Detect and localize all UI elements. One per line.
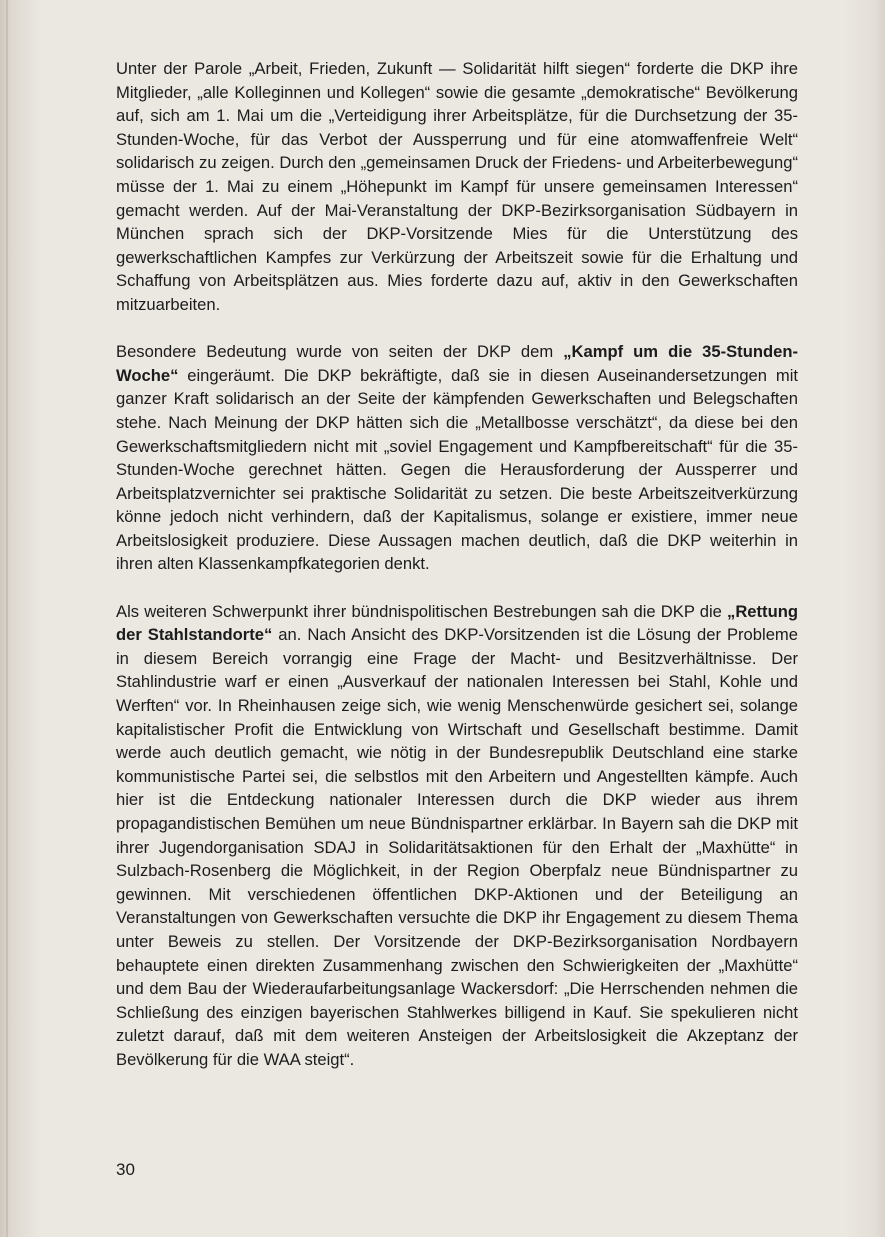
- paragraph-1-text: Unter der Parole „Arbeit, Frieden, Zukunft — Solidarität hilft siegen“ forderte die DKP ihre Mitglieder, „alle Kolleginnen und Kollegen“ sowie die gesamte „demokratische“ Bevölkerung auf, sich am 1. Mai um die „Verteidigung ihrer Arbeitsplätze, für die Durchsetzung der 35-Stunden-Woche, für das Verbot der Aussperrung und für eine atomwaffenfreie Welt“ solidarisch zu zeigen. Durch den „gemeinsamen Druck der Friedens- und Arbeiterbewegung“ müsse der 1. Mai zu einem „Höhepunkt im Kampf für unsere gemeinsamen Interessen“ gemacht werden. Auf der Mai-Veranstaltung der DKP-Bezirksorganisation Südbayern in München sprach sich der DKP-Vorsitzende Mies für die Unterstützung des gewerkschaftlichen Kampfes zur Verkürzung der Arbeitszeit sowie für die Erhaltung und Schaffung von Arbeitsplätzen aus. Mies forderte dazu auf, aktiv in den Gewerkschaften mitzuarbeiten.: [116, 59, 798, 314]
- paragraph-3-text-b: an. Nach Ansicht des DKP-Vorsitzenden ist die Lösung der Probleme in diesem Bereich vorrangig eine Frage der Macht- und Besitzverhältnisse. Der Stahlindustrie warf er einen „Ausverkauf der nationalen Interessen bei Stahl, Kohle und Werften“ vor. In Rheinhausen zeige sich, wie wenig Menschenwürde gesichert sei, solange kapitalistischer Profit die Entwicklung von Wirtschaft und Gesellschaft bestimme. Damit werde auch deutlich gemacht, wie nötig in der Bundesrepublik Deutschland eine starke kommunistische Partei sei, die selbstlos mit den Arbeitern und Angestellten kämpfe. Auch hier ist die Entdeckung nationaler Interessen durch die DKP wieder aus ihrem propagandistischen Bemühen um neue Bündnispartner erklärbar. In Bayern sah die DKP mit ihrer Jugendorganisation SDAJ in Solidaritätsaktionen für den Erhalt der „Maxhütte“ in Sulzbach-Rosenberg die Möglichkeit, in der Region Oberpfalz neue Bündnispartner zu gewinnen. Mit verschiedenen öffentlichen DKP-Aktionen und der Beteiligung an Veranstaltungen von Gewerkschaften versuchte die DKP ihr Engagement zu diesem Thema unter Beweis zu stellen. Der Vorsitzende der DKP-Bezirksorganisation Nordbayern behauptete einen direkten Zusammenhang zwischen den Schwierigkeiten der „Maxhütte“ und dem Bau der Wiederaufarbeitungsanlage Wackersdorf: „Die Herrschenden nehmen die Schließung des einzigen bayerischen Stahlwerkes billigend in Kauf. Sie spekulieren nicht zuletzt darauf, daß mit dem weiteren Ansteigen der Arbeitslosigkeit die Akzeptanz der Bevölkerung für die WAA steigt“.: [116, 625, 798, 1069]
- paragraph-2-text-b: eingeräumt. Die DKP bekräftigte, daß sie in diesen Auseinandersetzungen mit ganzer Kraft solidarisch an der Seite der kämpfenden Gewerkschaften und Belegschaften stehe. Nach Meinung der DKP hätten sich die „Metallbosse verschätzt“, da diese bei den Gewerkschaftsmitgliedern nicht mit „soviel Engagement und Kampfbereitschaft“ für die 35-Stunden-Woche gerechnet hätten. Gegen die Herausforderung der Aussperrer und Arbeitsplatzvernichter sei praktische Solidarität zu setzen. Die beste Arbeitszeitverkürzung könne jedoch nicht verhindern, daß der Kapitalismus, solange er existiere, immer neue Arbeitslosigkeit produziere. Diese Aussagen machen deutlich, daß die DKP weiterhin in ihren alten Klassenkampfkategorien denkt.: [116, 365, 798, 574]
- paragraph-3-text-a: Als weiteren Schwerpunkt ihrer bündnispolitischen Bestrebungen sah die DKP die: [116, 601, 728, 621]
- paragraph-2-emphasis: „Kampf um die 35-Stunden-Woche“: [116, 342, 798, 385]
- paragraph-1: [116, 57, 798, 317]
- paragraph-2-text-a: Besondere Bedeutung wurde von seiten der DKP dem: [116, 342, 564, 362]
- paragraph-3-emphasis: „Rettung der Stahlstandorte“: [116, 601, 798, 645]
- paragraph-2: [116, 340, 798, 576]
- page-binding-edge: [6, 0, 8, 1237]
- body-text: [116, 57, 798, 1095]
- paragraph-3: [116, 600, 798, 1072]
- page-number: 30: [116, 1160, 135, 1179]
